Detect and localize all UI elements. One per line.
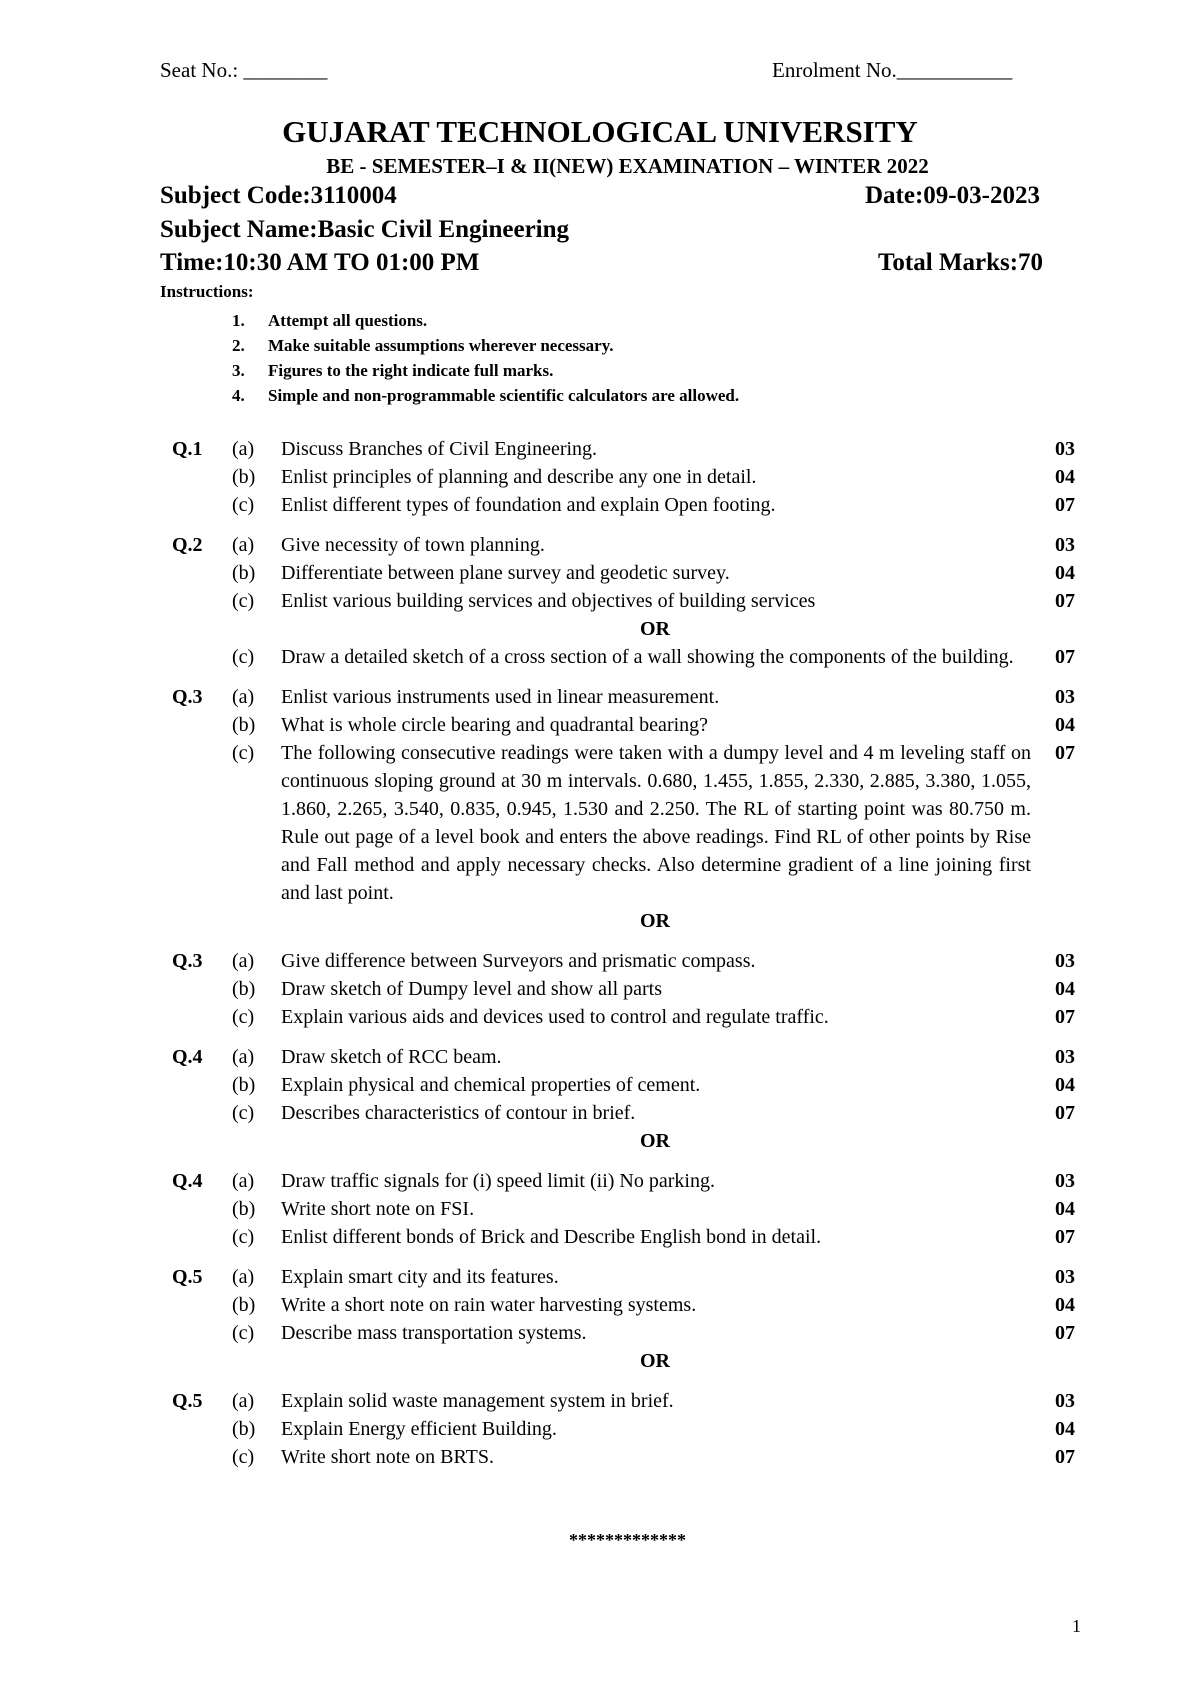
question-row bbox=[0, 1195, 1200, 1223]
question-text: What is whole circle bearing and quadrantal bearing? bbox=[281, 714, 709, 736]
question-marks: 07 bbox=[1055, 1322, 1075, 1344]
question-marks: 04 bbox=[1055, 562, 1075, 584]
exam-date: Date:09-03-2023 bbox=[865, 182, 1040, 209]
instructions-list bbox=[232, 308, 739, 408]
question-text: Draw sketch of RCC beam. bbox=[281, 1046, 502, 1068]
question-block bbox=[0, 1043, 1200, 1155]
part-label: (b) bbox=[232, 1418, 256, 1440]
question-marks: 03 bbox=[1055, 950, 1075, 972]
page-number: 1 bbox=[1072, 1616, 1081, 1636]
question-marks: 04 bbox=[1055, 1418, 1075, 1440]
question-text: Explain Energy efficient Building. bbox=[281, 1418, 557, 1440]
or-divider: OR bbox=[640, 1130, 670, 1152]
question-row bbox=[0, 1263, 1200, 1291]
part-label: (a) bbox=[232, 950, 255, 972]
part-label: (a) bbox=[232, 686, 255, 708]
question-text: Explain various aids and devices used to control and regulate traffic. bbox=[281, 1006, 829, 1028]
question-marks: 03 bbox=[1055, 1046, 1075, 1068]
question-marks: 07 bbox=[1055, 1102, 1075, 1124]
question-text: Explain solid waste management system in brief. bbox=[281, 1390, 674, 1412]
part-label: (a) bbox=[232, 438, 255, 460]
question-row bbox=[0, 1071, 1200, 1099]
question-row bbox=[0, 643, 1200, 671]
question-text: Enlist principles of planning and describe any one in detail. bbox=[281, 466, 757, 488]
question-marks: 03 bbox=[1055, 1266, 1075, 1288]
question-text: Write short note on FSI. bbox=[281, 1198, 475, 1220]
part-label: (c) bbox=[232, 1226, 255, 1248]
question-marks: 03 bbox=[1055, 1390, 1075, 1412]
question-text: The following consecutive readings were taken with a dumpy level and 4 m leveling staff on continuous sloping ground at 30 m intervals. 0.680, 1.455, 1.855, 2.330, 2.885, 3.380, 1.055, 1.860, 2.265, 3.540, 0.835, 0.945, 1.530 and 2.250. The RL of starting point was 80.750 m. Rule out page of a level book and enters the above readings. Find RL of other points by Rise and Fall method and apply necessary checks. Also determine gradient of a line joining first and last point. bbox=[281, 742, 1031, 904]
part-label: (a) bbox=[232, 1046, 255, 1068]
question-text: Enlist various instruments used in linear measurement. bbox=[281, 686, 720, 708]
question-block bbox=[0, 1167, 1200, 1251]
question-row bbox=[0, 1387, 1200, 1415]
question-row bbox=[0, 531, 1200, 559]
instruction-item: 2. Make suitable assumptions wherever necessary. bbox=[232, 336, 614, 355]
instruction-item: 3. Figures to the right indicate full marks. bbox=[232, 361, 554, 380]
question-row bbox=[0, 1167, 1200, 1195]
part-label: (b) bbox=[232, 1198, 256, 1220]
university-title: GUJARAT TECHNOLOGICAL UNIVERSITY bbox=[282, 114, 918, 149]
question-number: Q.4 bbox=[172, 1046, 203, 1068]
question-number: Q.2 bbox=[172, 534, 203, 556]
question-row bbox=[0, 491, 1200, 519]
question-marks: 03 bbox=[1055, 438, 1075, 460]
question-text: Describes characteristics of contour in brief. bbox=[281, 1102, 636, 1124]
exam-title: BE - SEMESTER–I & II(NEW) EXAMINATION – WINTER 2022 bbox=[326, 154, 929, 178]
part-label: (b) bbox=[232, 562, 256, 584]
question-marks: 04 bbox=[1055, 466, 1075, 488]
part-label: (b) bbox=[232, 1294, 256, 1316]
question-text: Explain physical and chemical properties of cement. bbox=[281, 1074, 701, 1096]
question-text: Draw traffic signals for (i) speed limit (ii) No parking. bbox=[281, 1170, 715, 1192]
question-block bbox=[0, 1263, 1200, 1375]
seat-number-field: Seat No.: ________ bbox=[160, 58, 328, 82]
question-row bbox=[0, 1003, 1200, 1031]
subject-name: Subject Name:Basic Civil Engineering bbox=[160, 216, 570, 243]
part-label: (c) bbox=[232, 590, 255, 612]
question-number: Q.3 bbox=[172, 950, 203, 972]
question-text: Enlist different bonds of Brick and Describe English bond in detail. bbox=[281, 1226, 822, 1248]
question-row bbox=[0, 435, 1200, 463]
question-row bbox=[0, 1223, 1200, 1251]
question-text: Describe mass transportation systems. bbox=[281, 1322, 587, 1344]
question-marks: 03 bbox=[1055, 686, 1075, 708]
question-text: Give necessity of town planning. bbox=[281, 534, 545, 556]
part-label: (a) bbox=[232, 1170, 255, 1192]
question-block bbox=[0, 683, 1200, 935]
exam-time: Time:10:30 AM TO 01:00 PM bbox=[160, 249, 480, 276]
question-block bbox=[0, 1387, 1200, 1471]
question-marks: 07 bbox=[1055, 1226, 1075, 1248]
part-label: (a) bbox=[232, 1390, 255, 1412]
question-row bbox=[0, 559, 1200, 587]
question-marks: 04 bbox=[1055, 1294, 1075, 1316]
or-divider: OR bbox=[640, 910, 670, 932]
question-marks: 07 bbox=[1055, 590, 1075, 612]
question-row bbox=[0, 739, 1200, 907]
part-label: (c) bbox=[232, 494, 255, 516]
part-label: (b) bbox=[232, 714, 256, 736]
or-divider: OR bbox=[640, 1350, 670, 1372]
question-row bbox=[0, 1043, 1200, 1071]
part-label: (c) bbox=[232, 1102, 255, 1124]
end-of-paper-stars: ************* bbox=[569, 1530, 686, 1550]
question-number: Q.4 bbox=[172, 1170, 203, 1192]
question-row bbox=[0, 1319, 1200, 1347]
instruction-item: 1. Attempt all questions. bbox=[232, 311, 428, 330]
question-block bbox=[0, 531, 1200, 671]
question-marks: 03 bbox=[1055, 1170, 1075, 1192]
part-label: (c) bbox=[232, 1446, 255, 1468]
total-marks: Total Marks:70 bbox=[878, 249, 1044, 276]
part-label: (c) bbox=[232, 1006, 255, 1028]
question-marks: 07 bbox=[1055, 1446, 1075, 1468]
question-row bbox=[0, 1443, 1200, 1471]
question-text: Write a short note on rain water harvesting systems. bbox=[281, 1294, 697, 1316]
question-marks: 07 bbox=[1055, 742, 1075, 764]
question-text: Write short note on BRTS. bbox=[281, 1446, 494, 1468]
part-label: (b) bbox=[232, 978, 256, 1000]
instructions-heading: Instructions: bbox=[160, 282, 254, 301]
question-marks: 03 bbox=[1055, 534, 1075, 556]
question-row bbox=[0, 683, 1200, 711]
question-marks: 04 bbox=[1055, 1074, 1075, 1096]
question-text: Draw a detailed sketch of a cross section of a wall showing the components of the building. bbox=[281, 646, 1014, 668]
question-row bbox=[0, 947, 1200, 975]
instruction-item: 4. Simple and non-programmable scientific calculators are allowed. bbox=[232, 386, 740, 405]
part-label: (a) bbox=[232, 534, 255, 556]
part-label: (b) bbox=[232, 466, 256, 488]
question-text: Discuss Branches of Civil Engineering. bbox=[281, 438, 598, 460]
question-row bbox=[0, 711, 1200, 739]
question-text: Differentiate between plane survey and geodetic survey. bbox=[281, 562, 730, 584]
question-block bbox=[0, 947, 1200, 1031]
part-label: (c) bbox=[232, 742, 255, 764]
part-label: (c) bbox=[232, 646, 255, 668]
question-row bbox=[0, 975, 1200, 1003]
question-row bbox=[0, 1415, 1200, 1443]
question-marks: 04 bbox=[1055, 1198, 1075, 1220]
question-row bbox=[0, 463, 1200, 491]
question-row bbox=[0, 587, 1200, 615]
question-row bbox=[0, 1099, 1200, 1127]
question-number: Q.5 bbox=[172, 1390, 203, 1412]
question-list bbox=[0, 435, 1200, 1483]
question-marks: 07 bbox=[1055, 1006, 1075, 1028]
question-text: Enlist different types of foundation and explain Open footing. bbox=[281, 494, 776, 516]
question-marks: 07 bbox=[1055, 494, 1075, 516]
part-label: (a) bbox=[232, 1266, 255, 1288]
part-label: (b) bbox=[232, 1074, 256, 1096]
subject-code: Subject Code:3110004 bbox=[160, 182, 397, 209]
question-row bbox=[0, 1291, 1200, 1319]
or-divider: OR bbox=[640, 618, 670, 640]
question-number: Q.1 bbox=[172, 438, 203, 460]
question-number: Q.5 bbox=[172, 1266, 203, 1288]
question-text: Explain smart city and its features. bbox=[281, 1266, 559, 1288]
part-label: (c) bbox=[232, 1322, 255, 1344]
question-text: Draw sketch of Dumpy level and show all parts bbox=[281, 978, 663, 1000]
question-number: Q.3 bbox=[172, 686, 203, 708]
question-text: Give difference between Surveyors and prismatic compass. bbox=[281, 950, 756, 972]
question-marks: 04 bbox=[1055, 978, 1075, 1000]
enrolment-number-field: Enrolment No.___________ bbox=[772, 58, 1013, 82]
question-text: Enlist various building services and objectives of building services bbox=[281, 590, 816, 612]
question-marks: 04 bbox=[1055, 714, 1075, 736]
question-marks: 07 bbox=[1055, 646, 1075, 668]
question-block bbox=[0, 435, 1200, 519]
